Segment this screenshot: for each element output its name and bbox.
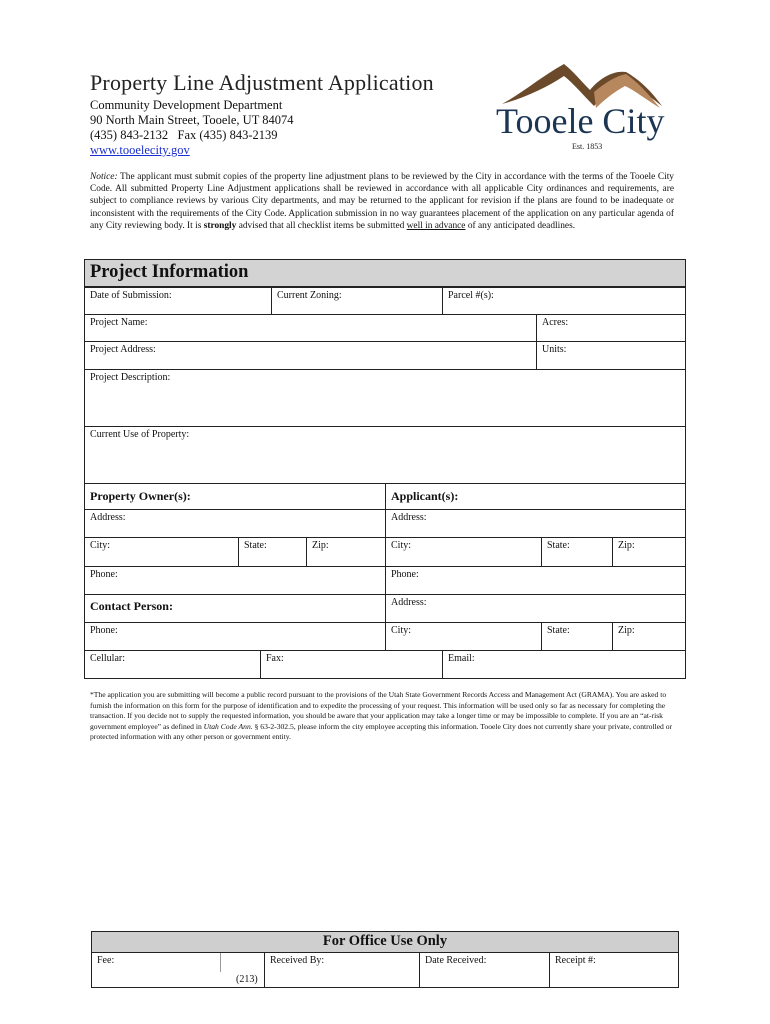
- owner-phone-field[interactable]: [84, 566, 386, 595]
- project-name-field[interactable]: [84, 314, 537, 342]
- date-received-field[interactable]: [419, 952, 550, 988]
- contact-cellular-label: Cellular:: [90, 653, 125, 664]
- applicant-zip-field[interactable]: [612, 537, 686, 567]
- notice-text-1: The applicant must submit copies of the property line adjustment plans to be reviewed by the City in accordance with the terms of the Tooele City Code. All submitted Property Line Adjustment applications shall be reviewed in accordance with all applicable City ordinances and requirements, are subject to compliance reviews by various City departments, and may be returned to the applicant for revision if the plans are found to be inadequate or inconsistent with the requirements of the City Code. Application submission in no way guarantees placement of the application on any particular agenda of any City reviewing body. It is: [90, 172, 674, 231]
- notice-bold: strongly: [203, 220, 237, 231]
- contact-email-label: Email:: [448, 653, 475, 664]
- contact-state-field[interactable]: [541, 622, 613, 651]
- contact-person-header: [84, 594, 386, 623]
- contact-zip-field[interactable]: [612, 622, 686, 651]
- contact-cellular-field[interactable]: [84, 650, 261, 679]
- units-label: Units:: [542, 344, 567, 355]
- date-of-submission-label: Date of Submission:: [90, 290, 172, 301]
- department-name: Community Development Department: [90, 98, 283, 112]
- owner-phone-label: Phone:: [90, 569, 118, 580]
- owner-address-field[interactable]: [84, 509, 386, 538]
- contact-address-label: Address:: [391, 597, 427, 608]
- received-by-label: Received By:: [270, 955, 325, 966]
- office-use-title: For Office Use Only: [322, 933, 448, 949]
- tooele-city-logo: [494, 62, 680, 154]
- applicant-address-label: Address:: [391, 512, 427, 523]
- applicant-zip-label: Zip:: [618, 540, 635, 551]
- property-owner-header: [84, 483, 386, 510]
- footnote-text-1: *The application you are submitting will become a public record pursuant to the provisions of the Utah State Government Records Access and Management Act (GRAMA). You are asked to furnish the information on this form for the purpose of identification and to expedite the processing of your request. This information will be used only so far as necessary for completing the transaction. If you decide not to supply the requested information, you should be aware that your application may take a longer time or may be impossible to complete. If you are an “at-risk government employee” as defined in: [90, 690, 667, 731]
- contact-city-label: City:: [391, 625, 412, 636]
- units-field[interactable]: [536, 341, 686, 370]
- owner-zip-field[interactable]: [306, 537, 386, 567]
- applicant-phone-field[interactable]: [385, 566, 686, 595]
- date-received-label: Date Received:: [425, 955, 487, 966]
- fee-label: Fee:: [97, 955, 115, 966]
- fee-field[interactable]: [91, 952, 221, 988]
- page-number: (213): [236, 974, 258, 985]
- property-owner-title: Property Owner(s):: [90, 489, 191, 503]
- applicant-address-field[interactable]: [385, 509, 686, 538]
- contact-address-field[interactable]: [385, 594, 686, 623]
- footnote-code: Utah Code Ann.: [203, 721, 253, 731]
- contact-person-title: Contact Person:: [90, 599, 173, 613]
- project-description-label: Project Description:: [90, 372, 171, 383]
- applicant-header: [385, 483, 686, 510]
- applicant-state-label: State:: [547, 540, 570, 551]
- page-title: Property Line Adjustment Application: [90, 70, 434, 95]
- contact-email-field[interactable]: [442, 650, 686, 679]
- logo-text: Tooele City: [496, 101, 665, 141]
- footnote-text-2: § 63-2-302.5, please inform the city employee accepting this information. Tooele City does not currently share your private, controlled or protected information with any other person or government entity.: [90, 721, 673, 742]
- applicant-title: Applicant(s):: [391, 489, 459, 503]
- grama-footnote: [90, 690, 682, 743]
- contact-phone-field[interactable]: [84, 622, 386, 651]
- street-address: 90 North Main Street, Tooele, UT 84074: [90, 113, 294, 127]
- contact-fax-field[interactable]: [260, 650, 443, 679]
- owner-city-field[interactable]: [84, 537, 239, 567]
- parcel-field[interactable]: [442, 287, 686, 315]
- project-description-field[interactable]: [84, 369, 686, 427]
- owner-address-label: Address:: [90, 512, 126, 523]
- applicant-city-field[interactable]: [385, 537, 542, 567]
- owner-state-field[interactable]: [238, 537, 307, 567]
- acres-label: Acres:: [542, 317, 569, 328]
- applicant-city-label: City:: [391, 540, 412, 551]
- project-info-title: Project Information: [90, 262, 249, 282]
- contact-state-label: State:: [547, 625, 570, 636]
- website-link[interactable]: www.tooelecity.gov: [90, 143, 190, 157]
- notice-label: Notice:: [90, 172, 118, 182]
- current-zoning-field[interactable]: [271, 287, 443, 315]
- date-of-submission-field[interactable]: [84, 287, 272, 315]
- current-use-field[interactable]: [84, 426, 686, 484]
- contact-zip-label: Zip:: [618, 625, 635, 636]
- phone-fax: (435) 843-2132 Fax (435) 843-2139: [90, 128, 278, 142]
- project-address-label: Project Address:: [90, 344, 156, 355]
- owner-zip-label: Zip:: [312, 540, 329, 551]
- contact-fax-label: Fax:: [266, 653, 284, 664]
- notice-text-2: advised that all checklist items be submitted: [236, 220, 407, 231]
- project-address-field[interactable]: [84, 341, 537, 370]
- receipt-field[interactable]: [549, 952, 679, 988]
- parcel-label: Parcel #(s):: [448, 290, 494, 301]
- owner-state-label: State:: [244, 540, 267, 551]
- notice-text-3: of any anticipated deadlines.: [465, 220, 576, 231]
- project-name-label: Project Name:: [90, 317, 148, 328]
- notice-paragraph: [90, 171, 674, 232]
- current-use-label: Current Use of Property:: [90, 429, 190, 440]
- owner-city-label: City:: [90, 540, 111, 551]
- logo-established: Est. 1853: [572, 142, 603, 151]
- acres-field[interactable]: [536, 314, 686, 342]
- receipt-label: Receipt #:: [555, 955, 596, 966]
- contact-phone-label: Phone:: [90, 625, 118, 636]
- notice-underlined: well in advance: [406, 220, 466, 231]
- applicant-phone-label: Phone:: [391, 569, 419, 580]
- contact-city-field[interactable]: [385, 622, 542, 651]
- applicant-state-field[interactable]: [541, 537, 613, 567]
- received-by-field[interactable]: [264, 952, 420, 988]
- current-zoning-label: Current Zoning:: [277, 290, 342, 301]
